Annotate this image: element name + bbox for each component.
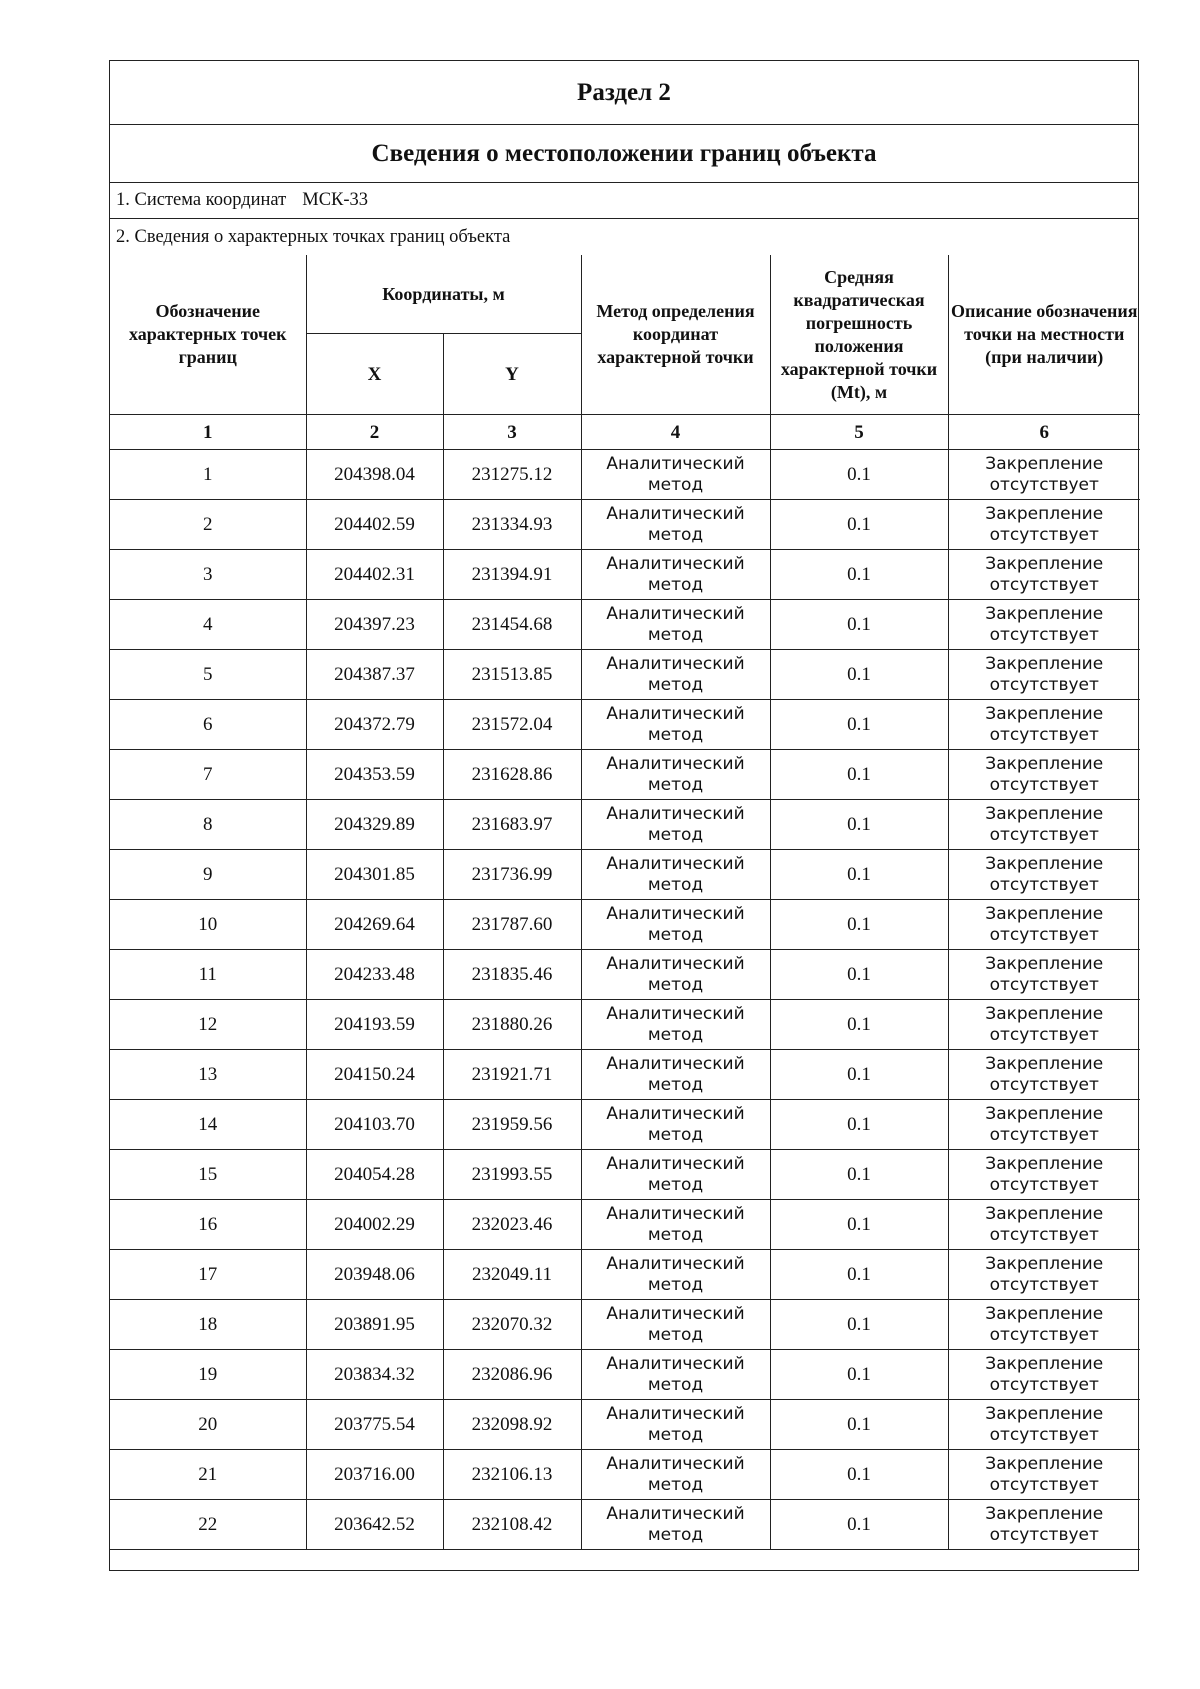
table-row bbox=[110, 750, 1140, 800]
description-cell: Закрепление отсутствует bbox=[948, 1300, 1140, 1350]
point-number: 3 bbox=[110, 550, 306, 600]
x-coordinate: 204233.48 bbox=[306, 950, 443, 1000]
table-row bbox=[110, 850, 1140, 900]
table-row bbox=[110, 700, 1140, 750]
x-coordinate: 204269.64 bbox=[306, 900, 443, 950]
document-sheet bbox=[109, 60, 1139, 1571]
description-cell: Закрепление отсутствует bbox=[948, 1050, 1140, 1100]
description-cell: Закрепление отсутствует bbox=[948, 800, 1140, 850]
column-number: 2 bbox=[306, 415, 443, 450]
x-coordinate: 204103.70 bbox=[306, 1100, 443, 1150]
method-cell: Аналитический метод bbox=[581, 500, 770, 550]
error-cell: 0.1 bbox=[770, 700, 948, 750]
y-coordinate: 231959.56 bbox=[443, 1100, 581, 1150]
point-number: 8 bbox=[110, 800, 306, 850]
description-cell: Закрепление отсутствует bbox=[948, 1500, 1140, 1550]
error-cell: 0.1 bbox=[770, 1350, 948, 1400]
table-row bbox=[110, 1300, 1140, 1350]
x-coordinate: 204398.04 bbox=[306, 450, 443, 500]
table-row bbox=[110, 1400, 1140, 1450]
y-coordinate: 231275.12 bbox=[443, 450, 581, 500]
header-method: Метод определения координат характерной точки bbox=[581, 255, 770, 415]
method-cell: Аналитический метод bbox=[581, 1450, 770, 1500]
error-cell: 0.1 bbox=[770, 450, 948, 500]
coord-system-line bbox=[110, 183, 1138, 219]
error-cell: 0.1 bbox=[770, 800, 948, 850]
y-coordinate: 231454.68 bbox=[443, 600, 581, 650]
method-cell: Аналитический метод bbox=[581, 800, 770, 850]
error-cell: 0.1 bbox=[770, 1250, 948, 1300]
description-cell: Закрепление отсутствует bbox=[948, 900, 1140, 950]
x-coordinate: 204402.31 bbox=[306, 550, 443, 600]
header-designation: Обозначение характерных точек границ bbox=[110, 255, 306, 415]
x-coordinate: 204150.24 bbox=[306, 1050, 443, 1100]
method-cell: Аналитический метод bbox=[581, 1000, 770, 1050]
x-coordinate: 203716.00 bbox=[306, 1450, 443, 1500]
column-number: 1 bbox=[110, 415, 306, 450]
header-error: Средняя квадратическая погрешность положения характерной точки (Mt), м bbox=[770, 255, 948, 415]
description-cell: Закрепление отсутствует bbox=[948, 1150, 1140, 1200]
x-coordinate: 204402.59 bbox=[306, 500, 443, 550]
x-coordinate: 204353.59 bbox=[306, 750, 443, 800]
y-coordinate: 231921.71 bbox=[443, 1050, 581, 1100]
description-cell: Закрепление отсутствует bbox=[948, 650, 1140, 700]
table-row bbox=[110, 1350, 1140, 1400]
x-coordinate: 204387.37 bbox=[306, 650, 443, 700]
table-row bbox=[110, 550, 1140, 600]
column-number: 3 bbox=[443, 415, 581, 450]
section-title: Раздел 2 bbox=[110, 61, 1138, 125]
y-coordinate: 231334.93 bbox=[443, 500, 581, 550]
x-coordinate: 203834.32 bbox=[306, 1350, 443, 1400]
y-coordinate: 231394.91 bbox=[443, 550, 581, 600]
x-coordinate: 204193.59 bbox=[306, 1000, 443, 1050]
point-number: 4 bbox=[110, 600, 306, 650]
error-cell: 0.1 bbox=[770, 1400, 948, 1450]
x-coordinate: 204054.28 bbox=[306, 1150, 443, 1200]
y-coordinate: 232108.42 bbox=[443, 1500, 581, 1550]
table-row bbox=[110, 1100, 1140, 1150]
point-number: 13 bbox=[110, 1050, 306, 1100]
point-number: 21 bbox=[110, 1450, 306, 1500]
point-number: 17 bbox=[110, 1250, 306, 1300]
y-coordinate: 231736.99 bbox=[443, 850, 581, 900]
description-cell: Закрепление отсутствует bbox=[948, 600, 1140, 650]
error-cell: 0.1 bbox=[770, 1150, 948, 1200]
method-cell: Аналитический метод bbox=[581, 650, 770, 700]
point-number: 6 bbox=[110, 700, 306, 750]
x-coordinate: 203775.54 bbox=[306, 1400, 443, 1450]
method-cell: Аналитический метод bbox=[581, 1200, 770, 1250]
method-cell: Аналитический метод bbox=[581, 1050, 770, 1100]
y-coordinate: 231880.26 bbox=[443, 1000, 581, 1050]
point-number: 15 bbox=[110, 1150, 306, 1200]
method-cell: Аналитический метод bbox=[581, 1350, 770, 1400]
point-number: 19 bbox=[110, 1350, 306, 1400]
description-cell: Закрепление отсутствует bbox=[948, 1350, 1140, 1400]
table-row bbox=[110, 500, 1140, 550]
y-coordinate: 232049.11 bbox=[443, 1250, 581, 1300]
point-number: 14 bbox=[110, 1100, 306, 1150]
error-cell: 0.1 bbox=[770, 650, 948, 700]
method-cell: Аналитический метод bbox=[581, 550, 770, 600]
y-coordinate: 231513.85 bbox=[443, 650, 581, 700]
column-number: 6 bbox=[948, 415, 1140, 450]
x-coordinate: 204301.85 bbox=[306, 850, 443, 900]
x-coordinate: 204372.79 bbox=[306, 700, 443, 750]
method-cell: Аналитический метод bbox=[581, 450, 770, 500]
method-cell: Аналитический метод bbox=[581, 850, 770, 900]
method-cell: Аналитический метод bbox=[581, 950, 770, 1000]
error-cell: 0.1 bbox=[770, 950, 948, 1000]
table-row bbox=[110, 1500, 1140, 1550]
table-row bbox=[110, 950, 1140, 1000]
y-coordinate: 231683.97 bbox=[443, 800, 581, 850]
y-coordinate: 231835.46 bbox=[443, 950, 581, 1000]
y-coordinate: 232106.13 bbox=[443, 1450, 581, 1500]
boundary-points-table bbox=[110, 255, 1140, 1570]
description-cell: Закрепление отсутствует bbox=[948, 700, 1140, 750]
header-description: Описание обозначения точки на местности (при наличии) bbox=[948, 255, 1140, 415]
error-cell: 0.1 bbox=[770, 850, 948, 900]
x-coordinate: 203948.06 bbox=[306, 1250, 443, 1300]
table-row bbox=[110, 900, 1140, 950]
point-number: 7 bbox=[110, 750, 306, 800]
error-cell: 0.1 bbox=[770, 1000, 948, 1050]
x-coordinate: 204329.89 bbox=[306, 800, 443, 850]
coord-system-label: 1. Система координат bbox=[116, 190, 287, 210]
table-row bbox=[110, 1250, 1140, 1300]
table-row bbox=[110, 450, 1140, 500]
column-number: 5 bbox=[770, 415, 948, 450]
description-cell: Закрепление отсутствует bbox=[948, 550, 1140, 600]
method-cell: Аналитический метод bbox=[581, 700, 770, 750]
point-number: 11 bbox=[110, 950, 306, 1000]
description-cell: Закрепление отсутствует bbox=[948, 1450, 1140, 1500]
y-coordinate: 231787.60 bbox=[443, 900, 581, 950]
point-number: 5 bbox=[110, 650, 306, 700]
description-cell: Закрепление отсутствует bbox=[948, 950, 1140, 1000]
table-row bbox=[110, 1050, 1140, 1100]
error-cell: 0.1 bbox=[770, 1100, 948, 1150]
method-cell: Аналитический метод bbox=[581, 600, 770, 650]
empty-cell bbox=[110, 1550, 1140, 1571]
method-cell: Аналитический метод bbox=[581, 1100, 770, 1150]
error-cell: 0.1 bbox=[770, 1050, 948, 1100]
header-x: X bbox=[306, 334, 443, 415]
header-y: Y bbox=[443, 334, 581, 415]
error-cell: 0.1 bbox=[770, 1450, 948, 1500]
description-cell: Закрепление отсутствует bbox=[948, 1100, 1140, 1150]
method-cell: Аналитический метод bbox=[581, 750, 770, 800]
point-number: 9 bbox=[110, 850, 306, 900]
description-cell: Закрепление отсутствует bbox=[948, 750, 1140, 800]
table-row bbox=[110, 1000, 1140, 1050]
error-cell: 0.1 bbox=[770, 500, 948, 550]
method-cell: Аналитический метод bbox=[581, 1150, 770, 1200]
point-number: 22 bbox=[110, 1500, 306, 1550]
description-cell: Закрепление отсутствует bbox=[948, 500, 1140, 550]
y-coordinate: 232023.46 bbox=[443, 1200, 581, 1250]
x-coordinate: 204397.23 bbox=[306, 600, 443, 650]
table-end-row bbox=[110, 1550, 1140, 1571]
column-number: 4 bbox=[581, 415, 770, 450]
description-cell: Закрепление отсутствует bbox=[948, 450, 1140, 500]
error-cell: 0.1 bbox=[770, 1200, 948, 1250]
method-cell: Аналитический метод bbox=[581, 1250, 770, 1300]
point-number: 20 bbox=[110, 1400, 306, 1450]
method-cell: Аналитический метод bbox=[581, 900, 770, 950]
error-cell: 0.1 bbox=[770, 1300, 948, 1350]
y-coordinate: 231628.86 bbox=[443, 750, 581, 800]
description-cell: Закрепление отсутствует bbox=[948, 1200, 1140, 1250]
error-cell: 0.1 bbox=[770, 550, 948, 600]
error-cell: 0.1 bbox=[770, 900, 948, 950]
y-coordinate: 232086.96 bbox=[443, 1350, 581, 1400]
error-cell: 0.1 bbox=[770, 600, 948, 650]
point-number: 12 bbox=[110, 1000, 306, 1050]
table-row bbox=[110, 600, 1140, 650]
y-coordinate: 232098.92 bbox=[443, 1400, 581, 1450]
x-coordinate: 203891.95 bbox=[306, 1300, 443, 1350]
y-coordinate: 231572.04 bbox=[443, 700, 581, 750]
y-coordinate: 231993.55 bbox=[443, 1150, 581, 1200]
method-cell: Аналитический метод bbox=[581, 1300, 770, 1350]
points-heading: 2. Сведения о характерных точках границ объекта bbox=[116, 226, 511, 247]
table-row bbox=[110, 1200, 1140, 1250]
x-coordinate: 203642.52 bbox=[306, 1500, 443, 1550]
point-number: 2 bbox=[110, 500, 306, 550]
description-cell: Закрепление отсутствует bbox=[948, 1400, 1140, 1450]
description-cell: Закрепление отсутствует bbox=[948, 850, 1140, 900]
point-number: 16 bbox=[110, 1200, 306, 1250]
table-row bbox=[110, 1450, 1140, 1500]
section-subtitle: Сведения о местоположении границ объекта bbox=[110, 125, 1138, 183]
y-coordinate: 232070.32 bbox=[443, 1300, 581, 1350]
table-body bbox=[110, 450, 1140, 1550]
table-row bbox=[110, 650, 1140, 700]
error-cell: 0.1 bbox=[770, 1500, 948, 1550]
description-cell: Закрепление отсутствует bbox=[948, 1000, 1140, 1050]
point-number: 10 bbox=[110, 900, 306, 950]
x-coordinate: 204002.29 bbox=[306, 1200, 443, 1250]
header-coordinates: Координаты, м bbox=[306, 255, 581, 334]
point-number: 1 bbox=[110, 450, 306, 500]
coord-system-value: МСК-33 bbox=[302, 190, 369, 210]
table-row bbox=[110, 1150, 1140, 1200]
description-cell: Закрепление отсутствует bbox=[948, 1250, 1140, 1300]
table-row bbox=[110, 800, 1140, 850]
method-cell: Аналитический метод bbox=[581, 1400, 770, 1450]
method-cell: Аналитический метод bbox=[581, 1500, 770, 1550]
point-number: 18 bbox=[110, 1300, 306, 1350]
error-cell: 0.1 bbox=[770, 750, 948, 800]
